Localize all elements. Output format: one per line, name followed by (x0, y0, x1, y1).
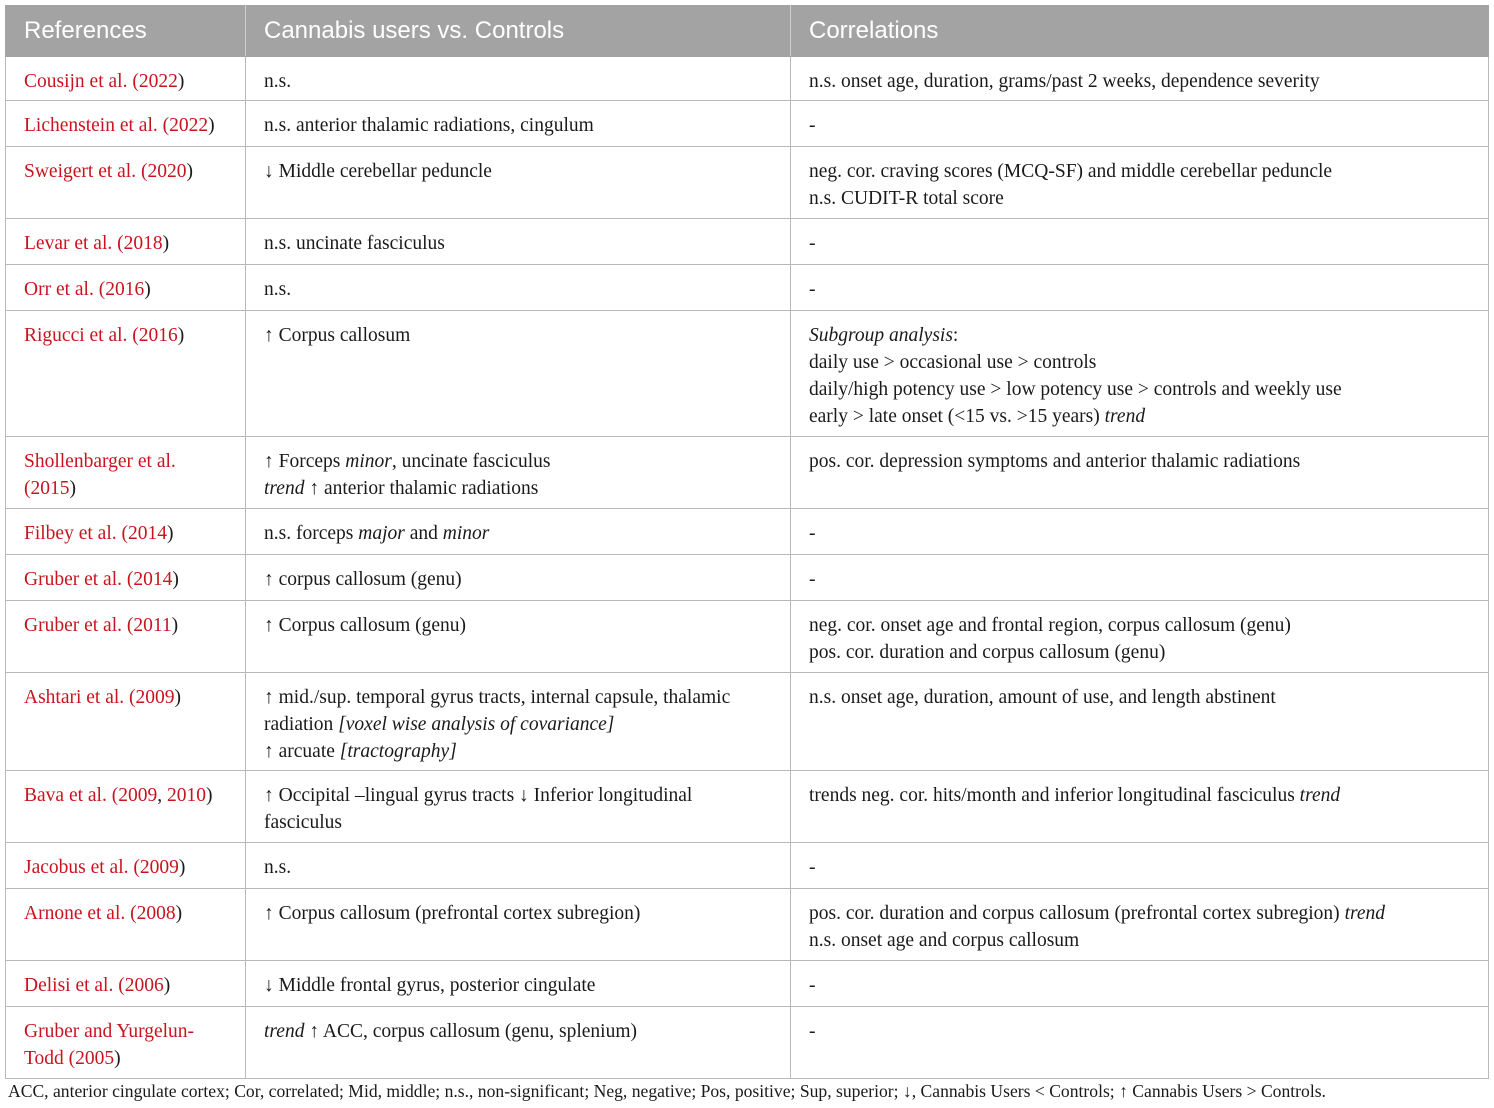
cell-line (809, 854, 1470, 881)
column-header-correlations: Correlations (791, 6, 1489, 57)
users-vs-controls-cell (246, 961, 791, 1007)
correlations-cell (791, 555, 1489, 601)
reference-link[interactable]: Cousijn et al. ( (24, 71, 139, 92)
reference-text: ) (144, 279, 151, 300)
reference-link[interactable]: 2016 (138, 325, 178, 346)
reference-text: ) (174, 687, 182, 708)
reference-link[interactable]: Filbey et al. ( (24, 523, 128, 544)
cell-text: - (809, 279, 816, 300)
users-vs-controls-cell (246, 1007, 791, 1079)
reference-text: ) (114, 1048, 121, 1069)
correlations-cell (791, 437, 1489, 509)
reference-link[interactable]: 2009 (135, 687, 175, 708)
correlations-cell (791, 57, 1489, 101)
reference-text: , (157, 785, 167, 806)
results-table (5, 5, 1489, 1079)
reference-text: ) (171, 615, 179, 636)
cell-line (809, 927, 1470, 954)
cell-text: ↑ Corpus callosum (genu) (264, 615, 467, 636)
cell-text: n.s. (264, 279, 292, 300)
reference-link[interactable]: 2022 (138, 71, 178, 92)
cell-line (809, 403, 1470, 430)
users-vs-controls-cell (246, 673, 791, 771)
italic-text: trend (264, 1021, 305, 1042)
reference-cell (6, 1007, 246, 1079)
correlations-cell (791, 101, 1489, 147)
cell-text: ↑ corpus callosum (genu) (264, 569, 462, 590)
cell-text: - (809, 523, 816, 544)
cell-text: daily/high potency use > low potency use > controls and weekly use (809, 379, 1342, 400)
reference-link[interactable]: Levar et al. ( (24, 233, 124, 254)
cell-text: - (809, 975, 816, 996)
reference-text: ) (205, 785, 213, 806)
cell-line (264, 276, 772, 303)
cell-text: n.s. forceps (264, 523, 359, 544)
cell-line (809, 448, 1470, 475)
cell-line (264, 322, 772, 349)
correlations-cell (791, 673, 1489, 771)
reference-link[interactable]: 2005 (75, 1048, 115, 1069)
reference-link[interactable]: 2009 (139, 857, 179, 878)
table-row (6, 601, 1489, 673)
cell-line (809, 276, 1470, 303)
italic-text: [tractography] (339, 741, 457, 762)
correlations-cell (791, 961, 1489, 1007)
cell-line (264, 1018, 772, 1045)
reference-link[interactable]: 2022 (169, 115, 209, 136)
header-row (6, 6, 1489, 57)
reference-link[interactable]: 2018 (123, 233, 163, 254)
cell-text: n.s. onset age, duration, grams/past 2 weeks, dependence severity (809, 71, 1320, 92)
table-row (6, 101, 1489, 147)
reference-link[interactable]: Sweigert et al. ( (24, 161, 148, 182)
users-vs-controls-cell (246, 509, 791, 555)
reference-link[interactable]: Gruber et al. ( (24, 615, 134, 636)
reference-link[interactable]: 2014 (133, 569, 173, 590)
correlations-cell (791, 311, 1489, 437)
reference-cell (6, 509, 246, 555)
cell-text: pos. cor. duration and corpus callosum (genu) (809, 642, 1166, 663)
cell-text: - (809, 233, 816, 254)
table-row (6, 1007, 1489, 1079)
table-footnote: ACC, anterior cingulate cortex; Cor, correlated; Mid, middle; n.s., non-significant; Neg, negative; Pos, positive; Sup, superior; ↓, Cannabis Users < Controls; ↑ Cannabis Users > Controls. (8, 1081, 1326, 1101)
correlations-cell (791, 219, 1489, 265)
cell-text: ↓ Middle cerebellar peduncle (264, 161, 492, 182)
reference-cell (6, 437, 246, 509)
users-vs-controls-cell (246, 101, 791, 147)
cell-line (809, 68, 1470, 95)
reference-link[interactable]: 2010 (166, 785, 206, 806)
italic-text: minor (442, 523, 490, 544)
cell-text: ↑ anterior thalamic radiations (304, 478, 539, 499)
table-body (6, 57, 1489, 1079)
reference-cell (6, 147, 246, 219)
reference-cell (6, 101, 246, 147)
reference-link[interactable]: 2014 (127, 523, 167, 544)
cell-line (264, 684, 772, 738)
reference-text: ) (69, 478, 76, 499)
cell-line (264, 230, 772, 257)
cell-text: ↑ mid./sup. temporal gyrus tracts, internal capsule, thalamic radiation (264, 687, 731, 735)
reference-link[interactable]: Orr et al. ( (24, 279, 106, 300)
reference-link[interactable]: Bava et al. ( (24, 785, 119, 806)
correlations-cell (791, 509, 1489, 555)
table-row (6, 437, 1489, 509)
reference-link[interactable]: Lichenstein et al. ( (24, 115, 170, 136)
cell-text: pos. cor. depression symptoms and anterior thalamic radiations (809, 451, 1301, 472)
reference-link[interactable]: 2020 (147, 161, 187, 182)
cell-text: n.s. onset age, duration, amount of use, and length abstinent (809, 687, 1276, 708)
cell-text: early > late onset (<15 vs. >15 years) (809, 406, 1105, 427)
table-row (6, 555, 1489, 601)
cell-text: - (809, 569, 816, 590)
cell-line (264, 566, 772, 593)
italic-text: [voxel wise analysis of covariance] (338, 714, 615, 735)
users-vs-controls-cell (246, 601, 791, 673)
reference-cell (6, 57, 246, 101)
reference-link[interactable]: Delisi et al. ( (24, 975, 125, 996)
italic-text: major (358, 523, 405, 544)
reference-link[interactable]: 2006 (124, 975, 164, 996)
cell-line (809, 566, 1470, 593)
reference-text: ) (175, 903, 183, 924)
cell-line (264, 520, 772, 547)
cell-line (809, 185, 1470, 212)
cell-line (264, 854, 772, 881)
reference-text: ) (177, 71, 185, 92)
reference-link[interactable]: 2015 (30, 478, 70, 499)
cell-line (809, 158, 1470, 185)
reference-cell (6, 265, 246, 311)
table-row (6, 843, 1489, 889)
cell-line (264, 900, 772, 927)
reference-cell (6, 555, 246, 601)
reference-text: ) (163, 975, 171, 996)
cell-text: neg. cor. onset age and frontal region, corpus callosum (genu) (809, 615, 1291, 636)
cell-line (264, 475, 772, 502)
reference-cell (6, 843, 246, 889)
cell-line (809, 322, 1470, 349)
cell-text: ↑ Corpus callosum (prefrontal cortex subregion) (264, 903, 641, 924)
reference-cell (6, 219, 246, 265)
cell-line (809, 376, 1470, 403)
cell-line (809, 684, 1470, 711)
cell-line (809, 520, 1470, 547)
reference-link[interactable]: 2009 (118, 785, 158, 806)
cell-line (809, 112, 1470, 139)
cell-text: trends neg. cor. hits/month and inferior longitudinal fasciculus (809, 785, 1300, 806)
italic-text: minor (345, 451, 392, 472)
users-vs-controls-cell (246, 843, 791, 889)
reference-text: ) (172, 569, 179, 590)
column-header-users-vs-controls: Cannabis users vs. Controls (246, 6, 791, 57)
cell-line (809, 349, 1470, 376)
cell-line (264, 68, 772, 95)
italic-text: trend (264, 478, 305, 499)
users-vs-controls-cell (246, 311, 791, 437)
cell-line (809, 1018, 1470, 1045)
cell-text: - (809, 857, 816, 878)
users-vs-controls-cell (246, 265, 791, 311)
users-vs-controls-cell (246, 771, 791, 843)
cell-text: and (404, 523, 443, 544)
cell-text: ↑ ACC, corpus callosum (genu, splenium) (304, 1021, 638, 1042)
cell-line (264, 972, 772, 999)
cell-line (809, 900, 1470, 927)
table-row (6, 219, 1489, 265)
cell-text: neg. cor. craving scores (MCQ-SF) and middle cerebellar peduncle (809, 161, 1333, 182)
cell-text: ↑ Occipital –lingual gyrus tracts ↓ Inferior longitudinal fasciculus (264, 785, 693, 833)
reference-link[interactable]: Shollenbarger et al. ( (24, 451, 176, 499)
cell-text: n.s. anterior thalamic radiations, cingulum (264, 115, 594, 136)
users-vs-controls-cell (246, 147, 791, 219)
reference-text: ) (166, 523, 174, 544)
cell-line (809, 639, 1470, 666)
cell-line (264, 738, 772, 765)
reference-cell (6, 311, 246, 437)
cell-line (264, 448, 772, 475)
table-row (6, 147, 1489, 219)
cell-text: : (952, 325, 959, 346)
column-header-references: References (6, 6, 246, 57)
table-row (6, 265, 1489, 311)
cell-text: ↓ Middle frontal gyrus, posterior cingulate (264, 975, 596, 996)
reference-link[interactable]: 2008 (136, 903, 176, 924)
users-vs-controls-cell (246, 437, 791, 509)
cell-text: pos. cor. duration and corpus callosum (prefrontal cortex subregion) (809, 903, 1345, 924)
table-row (6, 57, 1489, 101)
cell-line (264, 782, 772, 836)
reference-link[interactable]: Arnone et al. ( (24, 903, 137, 924)
reference-text: ) (208, 115, 215, 136)
reference-cell (6, 601, 246, 673)
reference-link[interactable]: 2016 (105, 279, 145, 300)
cell-line (809, 612, 1470, 639)
cell-text: - (809, 115, 816, 136)
reference-link[interactable]: 2011 (133, 615, 172, 636)
cell-text: ↑ Forceps (264, 451, 346, 472)
correlations-cell (791, 843, 1489, 889)
reference-link[interactable]: Rigucci et al. ( (24, 325, 139, 346)
cell-line (809, 782, 1470, 809)
cell-line (809, 230, 1470, 257)
table-row (6, 509, 1489, 555)
cell-text: - (809, 1021, 816, 1042)
cell-text: n.s. (264, 857, 292, 878)
correlations-cell (791, 265, 1489, 311)
users-vs-controls-cell (246, 57, 791, 101)
reference-link[interactable]: Gruber et al. ( (24, 569, 134, 590)
cell-text: , uncinate fasciculus (391, 451, 551, 472)
table-row (6, 673, 1489, 771)
correlations-cell (791, 601, 1489, 673)
cell-text: ↑ Corpus callosum (264, 325, 411, 346)
italic-text: trend (1299, 785, 1341, 806)
table-row (6, 889, 1489, 961)
cell-text: n.s. uncinate fasciculus (264, 233, 445, 254)
reference-text: ) (177, 325, 185, 346)
italic-text: Subgroup analysis (809, 325, 953, 346)
reference-cell (6, 961, 246, 1007)
cell-line (809, 972, 1470, 999)
reference-cell (6, 889, 246, 961)
users-vs-controls-cell (246, 219, 791, 265)
cell-text: n.s. (264, 71, 292, 92)
cell-text: n.s. onset age and corpus callosum (809, 930, 1080, 951)
reference-link[interactable]: Gruber and Yurgelun-Todd ( (24, 1021, 195, 1069)
correlations-cell (791, 889, 1489, 961)
reference-cell (6, 771, 246, 843)
cell-text: daily use > occasional use > controls (809, 352, 1097, 373)
cell-text: n.s. CUDIT-R total score (809, 188, 1004, 209)
reference-text: ) (186, 161, 193, 182)
reference-text: ) (162, 233, 170, 254)
cell-line (264, 158, 772, 185)
italic-text: trend (1104, 406, 1146, 427)
italic-text: trend (1344, 903, 1386, 924)
cell-text: ↑ arcuate (264, 741, 340, 762)
correlations-cell (791, 771, 1489, 843)
reference-link[interactable]: Jacobus et al. ( (24, 857, 140, 878)
users-vs-controls-cell (246, 555, 791, 601)
table-row (6, 771, 1489, 843)
correlations-cell (791, 147, 1489, 219)
reference-cell (6, 673, 246, 771)
users-vs-controls-cell (246, 889, 791, 961)
correlations-cell (791, 1007, 1489, 1079)
reference-text: ) (178, 857, 186, 878)
reference-link[interactable]: Ashtari et al. ( (24, 687, 136, 708)
cell-line (264, 112, 772, 139)
table-row (6, 961, 1489, 1007)
table-row (6, 311, 1489, 437)
cell-line (264, 612, 772, 639)
